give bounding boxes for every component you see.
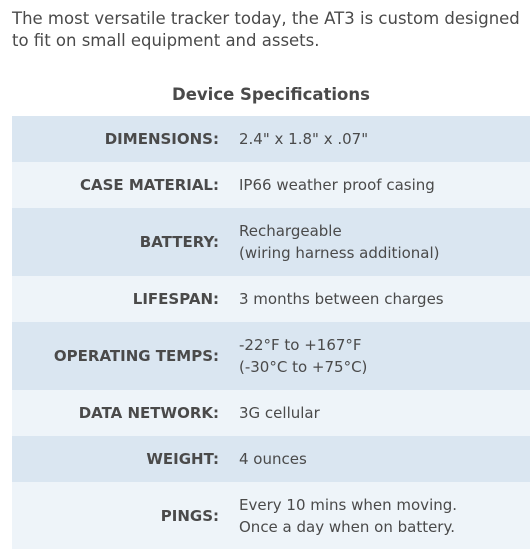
spec-value bbox=[219, 162, 530, 208]
spec-value bbox=[219, 208, 530, 276]
spec-row-operating-temps bbox=[12, 322, 530, 390]
spec-value-line: IP66 weather proof casing bbox=[239, 176, 435, 194]
spec-value-line: 3G cellular bbox=[239, 404, 320, 422]
spec-label: BATTERY: bbox=[139, 233, 219, 251]
spec-label: OPERATING TEMPS: bbox=[53, 347, 219, 365]
spec-value-line: Rechargeable bbox=[239, 222, 342, 240]
specs-table bbox=[12, 116, 530, 549]
spec-value-line: Once a day when on battery. bbox=[239, 517, 455, 536]
spec-value bbox=[219, 116, 530, 162]
spec-label: CASE MATERIAL: bbox=[79, 176, 219, 194]
spec-row-lifespan bbox=[12, 276, 530, 322]
spec-label: PINGS: bbox=[160, 506, 219, 525]
spec-value bbox=[219, 390, 530, 436]
spec-value-line: (-30°C to +75°C) bbox=[239, 358, 368, 376]
spec-row-pings bbox=[12, 482, 530, 549]
spec-value-line: Every 10 mins when moving. bbox=[239, 495, 458, 514]
spec-value bbox=[219, 322, 530, 390]
spec-label: WEIGHT: bbox=[146, 450, 219, 468]
spec-row-battery bbox=[12, 208, 530, 276]
spec-label: DATA NETWORK: bbox=[78, 404, 219, 422]
spec-value bbox=[219, 276, 530, 322]
spec-value-line: 4 ounces bbox=[239, 450, 307, 468]
spec-value-line: -22°F to +167°F bbox=[239, 336, 362, 354]
spec-value-line: 3 months between charges bbox=[239, 290, 444, 308]
spec-label: LIFESPAN: bbox=[132, 290, 219, 308]
spec-row-dimensions bbox=[12, 116, 530, 162]
spec-row-weight bbox=[12, 436, 530, 482]
spec-value bbox=[219, 482, 530, 549]
spec-label: DIMENSIONS: bbox=[104, 130, 219, 148]
spec-value-line: 2.4" x 1.8" x .07" bbox=[239, 130, 369, 148]
intro-paragraph: The most versatile tracker today, the AT3 is custom designed to fit on small equipment and assets. bbox=[12, 9, 520, 50]
specs-title: Device Specifications bbox=[172, 85, 370, 104]
spec-row-case-material bbox=[12, 162, 530, 208]
spec-value-line: (wiring harness additional) bbox=[239, 244, 440, 262]
spec-value bbox=[219, 436, 530, 482]
spec-row-data-network bbox=[12, 390, 530, 436]
